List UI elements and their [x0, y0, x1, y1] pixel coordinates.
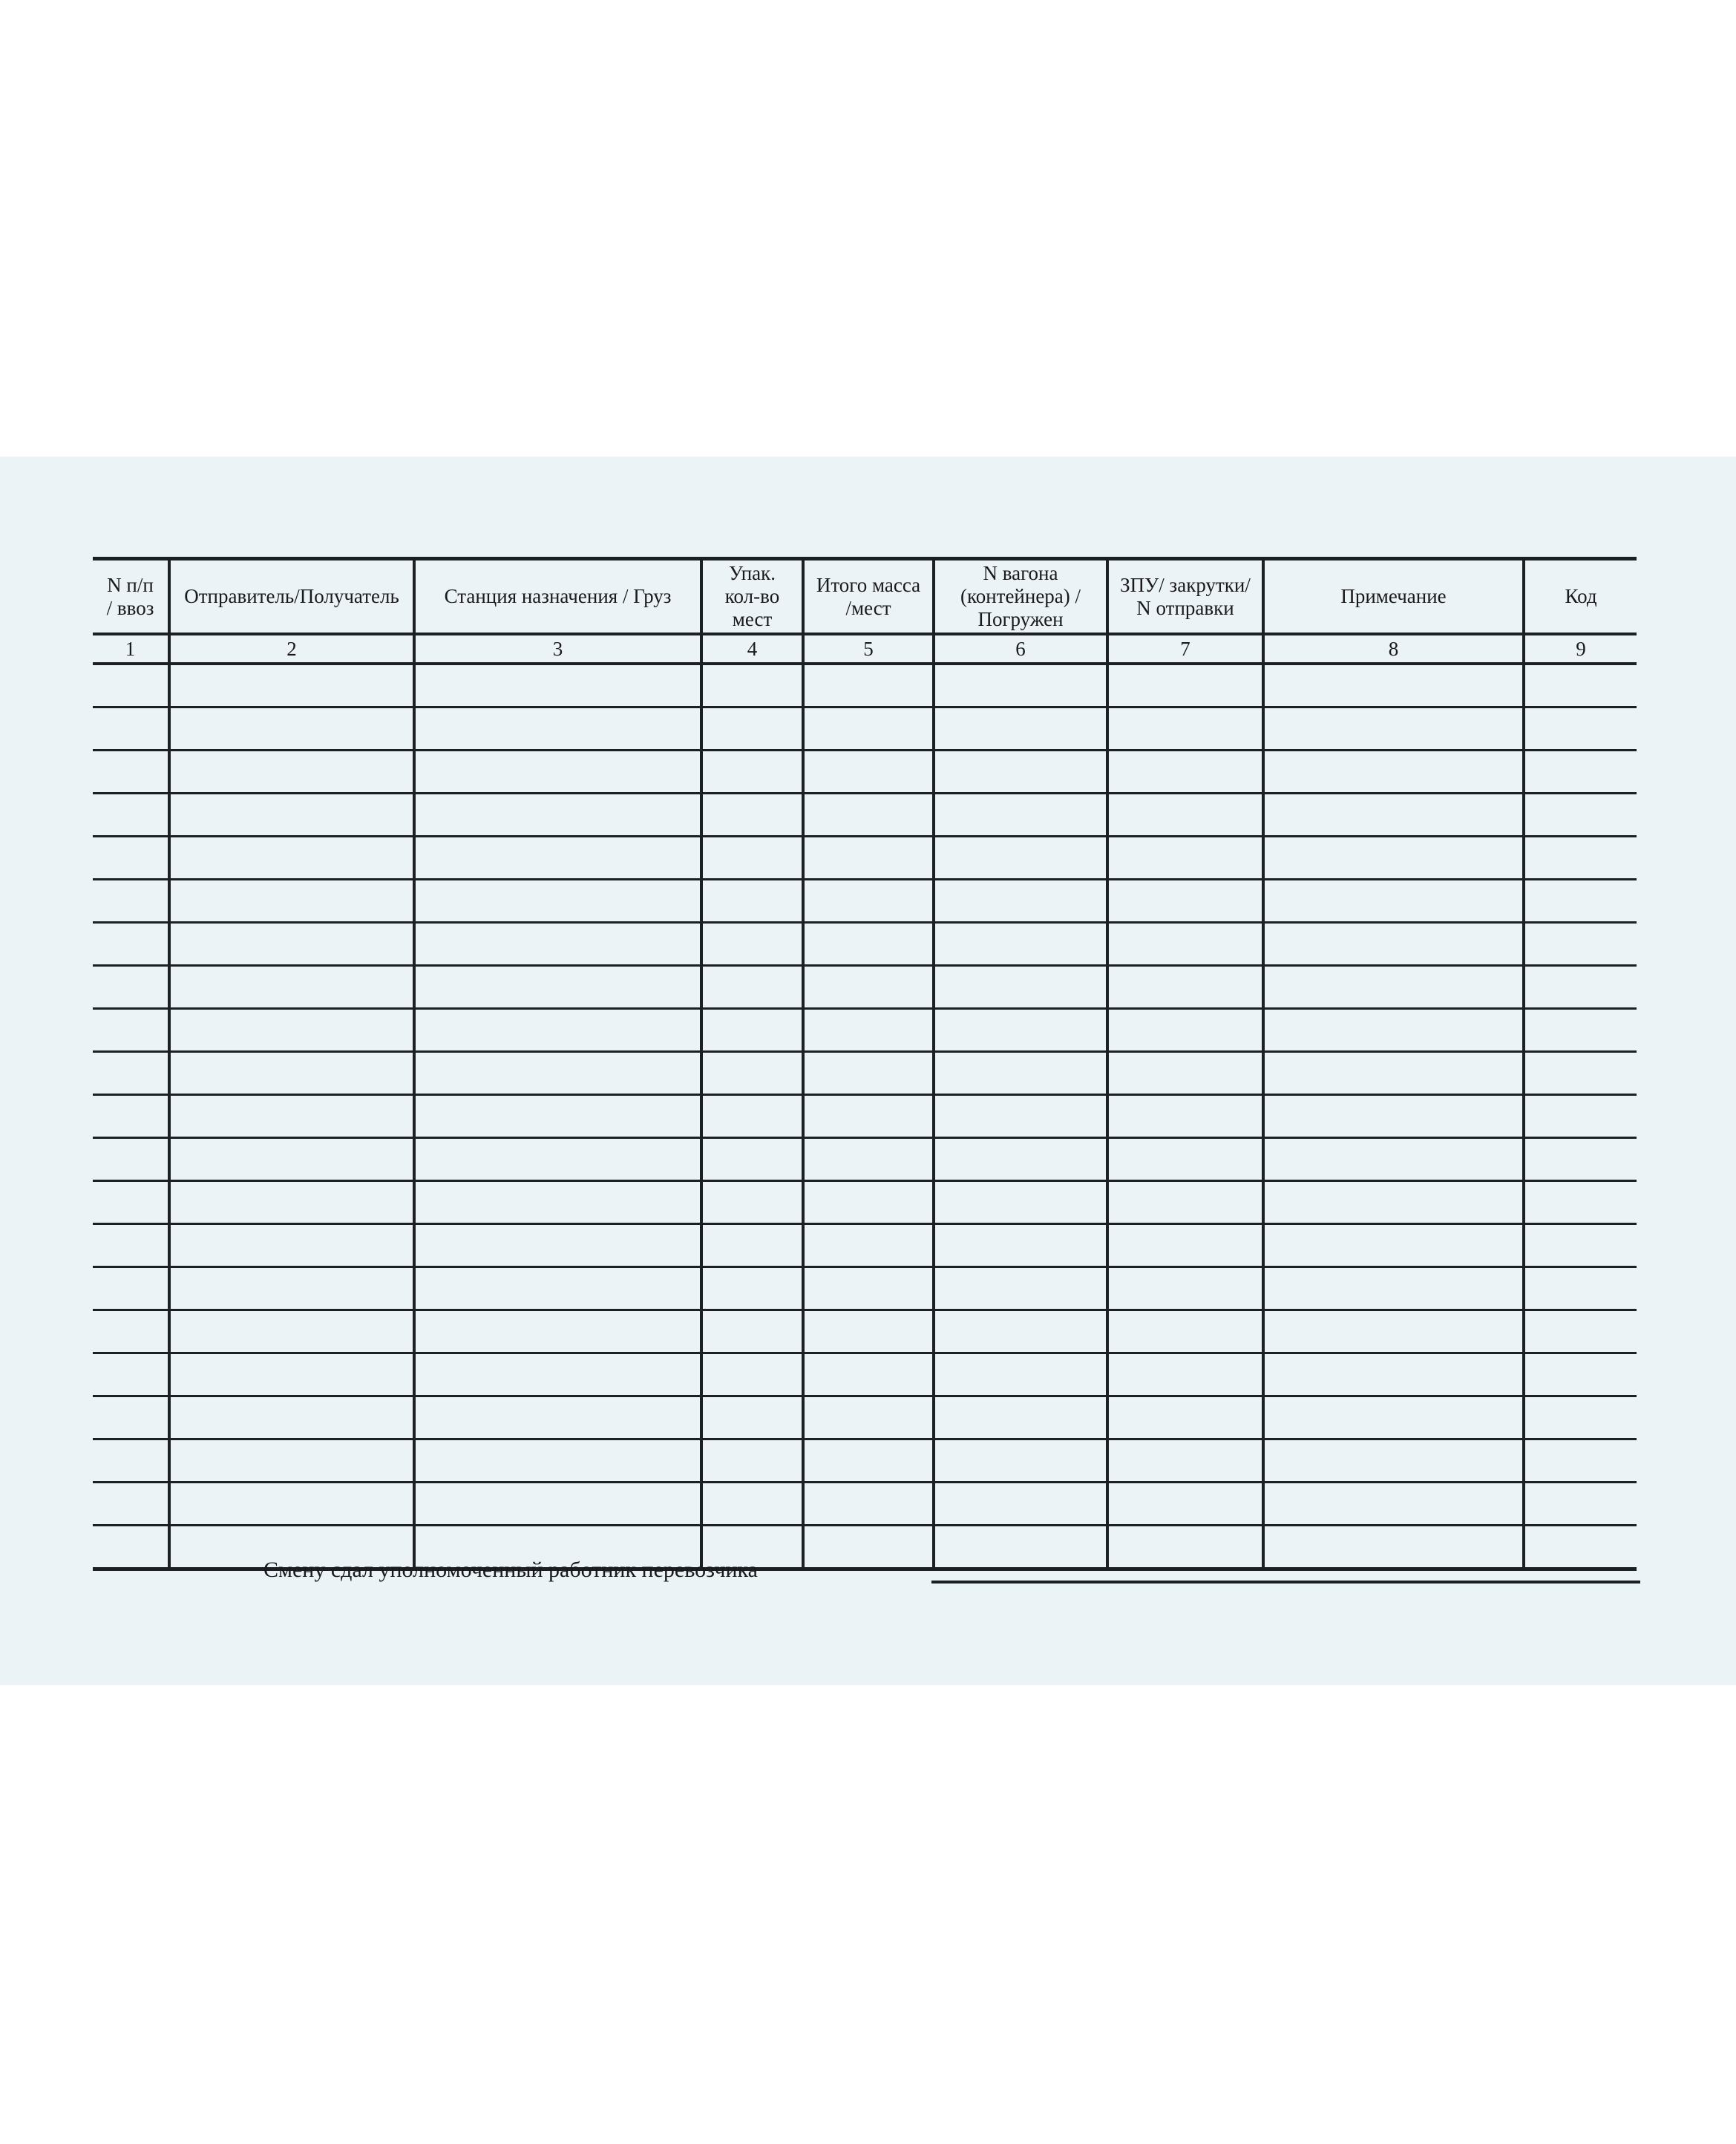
empty-cell: [169, 1483, 414, 1526]
empty-cell: [414, 1009, 701, 1052]
empty-cell: [803, 1439, 934, 1483]
empty-cell: [701, 1483, 803, 1526]
column-index-cell: 8: [1263, 634, 1524, 664]
empty-cell: [169, 1267, 414, 1310]
empty-cell: [934, 1483, 1107, 1526]
empty-cell: [1263, 1439, 1524, 1483]
empty-cell: [1107, 1439, 1263, 1483]
empty-cell: [414, 707, 701, 751]
table-row: [93, 751, 1637, 794]
empty-cell: [934, 1310, 1107, 1353]
empty-cell: [169, 664, 414, 707]
empty-cell: [1524, 751, 1637, 794]
empty-cell: [934, 1181, 1107, 1224]
empty-cell: [1524, 1267, 1637, 1310]
empty-cell: [1263, 880, 1524, 923]
empty-cell: [414, 966, 701, 1009]
table-row: [93, 1310, 1637, 1353]
empty-cell: [414, 1483, 701, 1526]
empty-cell: [169, 1439, 414, 1483]
empty-cell: [803, 664, 934, 707]
empty-cell: [1107, 880, 1263, 923]
empty-cell: [701, 966, 803, 1009]
empty-cell: [701, 1267, 803, 1310]
empty-cell: [934, 1224, 1107, 1267]
empty-cell: [1263, 1396, 1524, 1439]
empty-cell: [169, 966, 414, 1009]
empty-cell: [803, 1396, 934, 1439]
empty-cell: [1107, 1483, 1263, 1526]
empty-cell: [934, 1439, 1107, 1483]
empty-cell: [934, 1353, 1107, 1396]
column-index-cell: 5: [803, 634, 934, 664]
table-row: [93, 923, 1637, 966]
empty-cell: [169, 1353, 414, 1396]
empty-cell: [169, 837, 414, 880]
empty-cell: [701, 1138, 803, 1181]
empty-cell: [1524, 1095, 1637, 1138]
empty-cell: [1107, 1009, 1263, 1052]
table-row: [93, 1009, 1637, 1052]
empty-cell: [1107, 1138, 1263, 1181]
signature-line: [931, 1581, 1640, 1584]
empty-cell: [701, 1181, 803, 1224]
empty-cell: [1263, 1483, 1524, 1526]
empty-cell: [169, 1138, 414, 1181]
empty-cell: [1524, 923, 1637, 966]
table-row: [93, 794, 1637, 837]
column-header: Итого масса /мест: [803, 559, 934, 635]
empty-cell: [803, 1181, 934, 1224]
empty-cell: [1524, 1439, 1637, 1483]
empty-cell: [169, 880, 414, 923]
empty-cell: [1107, 751, 1263, 794]
column-header: Упак. кол-во мест: [701, 559, 803, 635]
table-row: [93, 1483, 1637, 1526]
table-row: [93, 1439, 1637, 1483]
empty-cell: [803, 1267, 934, 1310]
empty-cell: [701, 1439, 803, 1483]
empty-cell: [414, 1310, 701, 1353]
empty-cell: [169, 923, 414, 966]
empty-cell: [93, 1052, 169, 1095]
empty-cell: [1524, 1224, 1637, 1267]
empty-cell: [701, 880, 803, 923]
empty-cell: [1524, 1483, 1637, 1526]
empty-cell: [1263, 707, 1524, 751]
empty-cell: [803, 1009, 934, 1052]
empty-cell: [701, 794, 803, 837]
empty-cell: [1524, 664, 1637, 707]
empty-cell: [1263, 1052, 1524, 1095]
empty-cell: [1107, 966, 1263, 1009]
empty-cell: [934, 1095, 1107, 1138]
empty-cell: [934, 923, 1107, 966]
empty-cell: [803, 966, 934, 1009]
table-row: [93, 1052, 1637, 1095]
empty-cell: [1107, 1181, 1263, 1224]
empty-cell: [803, 1526, 934, 1569]
empty-cell: [1524, 1396, 1637, 1439]
empty-cell: [701, 664, 803, 707]
empty-cell: [93, 707, 169, 751]
empty-cell: [93, 837, 169, 880]
column-header: Код: [1524, 559, 1637, 635]
column-index-cell: 3: [414, 634, 701, 664]
empty-cell: [1107, 837, 1263, 880]
signature-label: Смену сдал уполномоченный работник перевозчика: [263, 1558, 758, 1582]
empty-cell: [1524, 1310, 1637, 1353]
empty-cell: [414, 1224, 701, 1267]
empty-cell: [169, 751, 414, 794]
empty-cell: [414, 880, 701, 923]
empty-cell: [1524, 1009, 1637, 1052]
empty-cell: [93, 1181, 169, 1224]
empty-cell: [414, 1396, 701, 1439]
empty-cell: [1524, 1052, 1637, 1095]
empty-cell: [169, 1224, 414, 1267]
header-row: [93, 559, 1637, 635]
empty-cell: [934, 880, 1107, 923]
empty-cell: [93, 1396, 169, 1439]
empty-cell: [1263, 1224, 1524, 1267]
empty-cell: [93, 1353, 169, 1396]
empty-cell: [93, 664, 169, 707]
empty-cell: [414, 837, 701, 880]
empty-cell: [414, 1353, 701, 1396]
empty-cell: [1263, 794, 1524, 837]
empty-cell: [93, 1138, 169, 1181]
empty-cell: [1107, 794, 1263, 837]
empty-cell: [934, 1009, 1107, 1052]
empty-cell: [93, 1267, 169, 1310]
table-row: [93, 1267, 1637, 1310]
empty-cell: [803, 1483, 934, 1526]
empty-cell: [1263, 923, 1524, 966]
empty-cell: [414, 923, 701, 966]
empty-cell: [934, 794, 1107, 837]
empty-cell: [1107, 1224, 1263, 1267]
empty-cell: [803, 837, 934, 880]
empty-cell: [1107, 707, 1263, 751]
column-header: ЗПУ/ закрутки/ N отправки: [1107, 559, 1263, 635]
table-row: [93, 1181, 1637, 1224]
empty-cell: [1263, 1353, 1524, 1396]
empty-cell: [934, 1052, 1107, 1095]
empty-cell: [414, 1095, 701, 1138]
table-row: [93, 707, 1637, 751]
column-index-cell: 7: [1107, 634, 1263, 664]
table-row: [93, 880, 1637, 923]
empty-cell: [93, 751, 169, 794]
empty-cell: [414, 1052, 701, 1095]
empty-cell: [701, 1396, 803, 1439]
empty-cell: [414, 751, 701, 794]
empty-cell: [1263, 1181, 1524, 1224]
empty-cell: [93, 1095, 169, 1138]
empty-cell: [414, 1267, 701, 1310]
empty-cell: [803, 794, 934, 837]
column-index-cell: 6: [934, 634, 1107, 664]
empty-cell: [701, 1310, 803, 1353]
table-row: [93, 664, 1637, 707]
empty-cell: [701, 751, 803, 794]
empty-cell: [1524, 837, 1637, 880]
empty-cell: [414, 1181, 701, 1224]
empty-cell: [1107, 1396, 1263, 1439]
empty-cell: [414, 1439, 701, 1483]
empty-cell: [414, 1138, 701, 1181]
column-header: Отправитель/Получатель: [169, 559, 414, 635]
empty-cell: [1107, 1267, 1263, 1310]
empty-cell: [1263, 664, 1524, 707]
empty-cell: [93, 880, 169, 923]
empty-cell: [934, 1526, 1107, 1569]
empty-cell: [169, 1310, 414, 1353]
empty-cell: [169, 1396, 414, 1439]
empty-cell: [934, 1267, 1107, 1310]
empty-cell: [934, 664, 1107, 707]
empty-cell: [414, 794, 701, 837]
empty-cell: [169, 1181, 414, 1224]
empty-cell: [169, 1009, 414, 1052]
empty-cell: [701, 1052, 803, 1095]
empty-cell: [1107, 664, 1263, 707]
empty-cell: [803, 1353, 934, 1396]
empty-cell: [803, 880, 934, 923]
empty-cell: [1263, 1009, 1524, 1052]
column-index-cell: 4: [701, 634, 803, 664]
empty-cell: [93, 923, 169, 966]
empty-cell: [1107, 1526, 1263, 1569]
empty-cell: [803, 923, 934, 966]
empty-cell: [1107, 1353, 1263, 1396]
table-row: [93, 1396, 1637, 1439]
column-header: N вагона (контейнера) / Погружен: [934, 559, 1107, 635]
empty-cell: [93, 966, 169, 1009]
empty-cell: [1263, 1138, 1524, 1181]
empty-cell: [1524, 707, 1637, 751]
empty-cell: [1263, 1310, 1524, 1353]
empty-cell: [1524, 1181, 1637, 1224]
table-row: [93, 1138, 1637, 1181]
table-row: [93, 1095, 1637, 1138]
empty-cell: [803, 1310, 934, 1353]
empty-cell: [1524, 1353, 1637, 1396]
empty-cell: [1524, 880, 1637, 923]
empty-cell: [414, 664, 701, 707]
empty-cell: [934, 1396, 1107, 1439]
index-row: [93, 634, 1637, 664]
empty-cell: [93, 1009, 169, 1052]
empty-cell: [701, 707, 803, 751]
empty-cell: [701, 1009, 803, 1052]
column-header: Станция назначения / Груз: [414, 559, 701, 635]
empty-cell: [1263, 837, 1524, 880]
empty-cell: [169, 1052, 414, 1095]
empty-cell: [701, 1224, 803, 1267]
empty-cell: [93, 1483, 169, 1526]
empty-cell: [1524, 966, 1637, 1009]
table-row: [93, 1353, 1637, 1396]
empty-cell: [1263, 1267, 1524, 1310]
empty-cell: [1107, 1052, 1263, 1095]
column-index-cell: 9: [1524, 634, 1637, 664]
column-index-cell: 2: [169, 634, 414, 664]
column-header: Примечание: [1263, 559, 1524, 635]
empty-cell: [93, 794, 169, 837]
empty-cell: [93, 1526, 169, 1569]
column-index-cell: 1: [93, 634, 169, 664]
empty-cell: [803, 1095, 934, 1138]
empty-cell: [934, 966, 1107, 1009]
table-row: [93, 837, 1637, 880]
empty-cell: [93, 1310, 169, 1353]
empty-cell: [1524, 794, 1637, 837]
empty-cell: [701, 1353, 803, 1396]
empty-cell: [1107, 1095, 1263, 1138]
empty-cell: [701, 1095, 803, 1138]
empty-cell: [701, 923, 803, 966]
empty-cell: [934, 837, 1107, 880]
empty-cell: [803, 1138, 934, 1181]
empty-cell: [169, 707, 414, 751]
empty-cell: [934, 1138, 1107, 1181]
table-row: [93, 1224, 1637, 1267]
empty-cell: [169, 794, 414, 837]
column-header: N п/п / ввоз: [93, 559, 169, 635]
empty-cell: [1524, 1138, 1637, 1181]
empty-cell: [1107, 1310, 1263, 1353]
empty-cell: [803, 751, 934, 794]
empty-cell: [803, 1052, 934, 1095]
empty-cell: [169, 1095, 414, 1138]
empty-cell: [934, 751, 1107, 794]
form-sheet: [0, 457, 1736, 1685]
empty-cell: [803, 707, 934, 751]
table-row: [93, 966, 1637, 1009]
empty-cell: [1524, 1526, 1637, 1569]
empty-cell: [1263, 966, 1524, 1009]
empty-cell: [93, 1224, 169, 1267]
empty-cell: [1263, 751, 1524, 794]
empty-cell: [934, 707, 1107, 751]
empty-cell: [1263, 1095, 1524, 1138]
empty-cell: [803, 1224, 934, 1267]
empty-cell: [1107, 923, 1263, 966]
empty-cell: [701, 837, 803, 880]
empty-cell: [1263, 1526, 1524, 1569]
empty-cell: [93, 1439, 169, 1483]
shift-log-table: [93, 557, 1637, 1571]
